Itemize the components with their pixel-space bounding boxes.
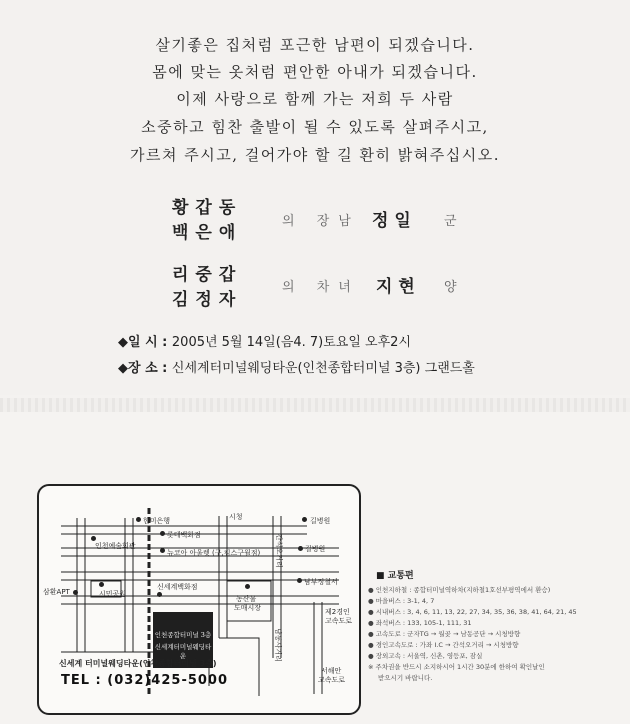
lotte-label: 롯데백화점 [167,531,201,539]
bride-suffix: 양 [444,280,457,295]
gilbyeong-label-2: 길병원 [305,545,326,553]
venue-box-line-2: 신세계터미널웨딩타운 [154,643,212,660]
shinsegae-dept-label: 신세계백화점 [157,583,198,591]
shinsegae-dept-marker [157,592,162,597]
highway2-label: 제2경인 [325,608,350,616]
hanmi-bank-marker [136,517,141,522]
transport-heading: ■ 교통편 [376,571,414,581]
gilbyeong-label: 길병원 [310,517,331,525]
fold-crease [0,398,630,412]
groom-relation: 의 장남 [282,214,360,229]
event-venue [118,357,475,376]
verse-line-3: 이제 사랑으로 함께 가는 저희 두 사람 [176,90,454,108]
groom-father-name: 황갑동 [172,198,243,218]
samik-apt-label: 삼환APT [43,588,70,596]
transport-line: ● 고속도로 : 군자TG → 월곶 → 남동공단 → 시청방향 [368,630,521,638]
transport-line: ● 시내버스 : 3, 4, 6, 11, 13, 22, 27, 34, 35, 36, 38, 41, 64, 21, 45 [368,608,577,616]
groom-name: 정 일 [372,211,411,231]
transport-line: 받으시기 바랍니다. [378,674,433,682]
agri-market-label: 농산물 [236,595,257,603]
verse-line-2: 몸에 맞는 옷처럼 편안한 아내가 되겠습니다. [152,63,478,81]
lotte-marker [160,531,165,536]
verse-line-1: 살기좋은 집처럼 포근한 남편이 되겠습니다. [155,36,475,54]
transport-heading-text: 교통편 [387,571,414,581]
location-map [37,484,361,715]
seohaean-label: 서해안 [321,667,342,675]
bride-relation: 의 차녀 [282,280,360,295]
transport-line: ● 장외고속 : 서울역, 신촌, 영등포, 잠실 [368,652,483,660]
hanmi-bank-label: 한미은행 [143,517,171,525]
agri-market-marker [245,584,250,589]
bride-mother-name: 김정자 [172,290,243,310]
transport-info [368,568,630,684]
map-venue-title: 신세계 터미널웨딩타운(인천종합터미널 3층) [59,659,217,668]
newcore-label: 뉴코아 아울렛 (구,킴스구월점) [167,549,261,557]
bride-father-name: 리중갑 [172,265,243,285]
date-label: ◆일 시 : [118,335,168,350]
gilbyeong-marker [302,517,307,522]
namdong-office-marker [297,578,302,583]
verse-line-5: 가르쳐 주시고, 걸어가야 할 길 환히 밝혀주십시오. [130,146,500,164]
venue-box-line-1: 인천종합터미널 3층 [154,631,212,639]
venue-value: 신세계터미널웨딩타운(인천종합터미널 3층) 그랜드홀 [171,361,475,376]
seohaean-label-2: 고속도로 [318,676,346,684]
transport-line: ● 경인고속도로 : 가좌 I.C → 간석오거리 → 시청방향 [368,641,519,649]
transport-line: ● 좌석버스 : 133, 105-1, 111, 31 [368,619,472,627]
incheon-hall-label: 인천예술회관 [95,542,136,550]
sicheong-label: 시청 [229,513,243,521]
transport-line: ● 마을버스 : 3-1, 4, 7 [368,597,435,605]
bride-name: 지 현 [376,277,415,297]
event-date [118,331,411,350]
namdong-label: 남동사거리 [274,628,282,662]
groom-mother-name: 백은애 [172,223,243,243]
samik-apt-marker [73,590,78,595]
verse-line-4: 소중하고 힘찬 출발이 될 수 있도록 살펴주시고, [141,118,489,136]
ganseok-label: 간석오거리 [275,534,283,568]
namdong-office-label: 남부정철서 [304,578,338,586]
groom-suffix: 군 [444,214,457,229]
highway2-label-2: 고속도로 [325,617,353,625]
newcore-marker [160,548,165,553]
gilbyeong-marker-2 [298,546,303,551]
map-telephone: TEL : (032)425-5000 [61,673,229,688]
transport-line: ● 인천지하철 : 종합터미널역하차(지하철1호선부평역에서 환승) [368,586,551,594]
date-value: 2005년 5월 14일(음4. 7)토요일 오후2시 [171,335,412,350]
citizen-park-marker [99,582,104,587]
citizen-park-label: 시민공원 [99,590,127,598]
transport-line: ※ 주차권을 반드시 소지하시어 1시간 30분에 한하여 확인날인 [368,663,545,671]
agri-market-label-2: 도매시장 [234,604,262,612]
venue-label: ◆장 소 : [118,361,168,376]
